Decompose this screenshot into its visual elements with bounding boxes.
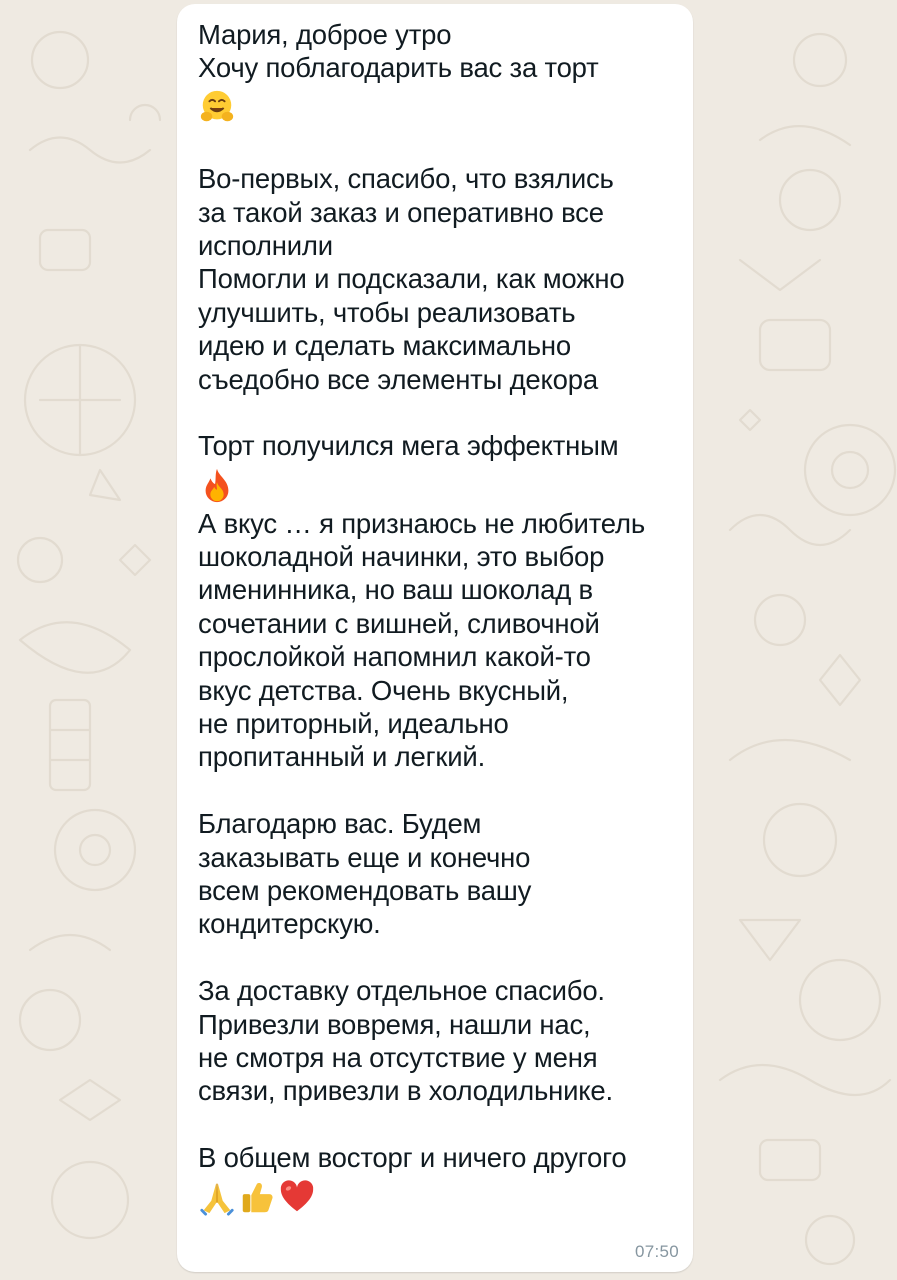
message-line: не приторный, идеально [198, 708, 509, 740]
message-line: Благодарю вас. Будем [198, 808, 482, 840]
message-line: Торт получился мега эффектным [198, 430, 619, 462]
folded-hands-icon [198, 1178, 236, 1216]
message-line: Привезли вовремя, нашли нас, [198, 1008, 591, 1040]
message-line: именинника, но ваш шоколад в [198, 574, 593, 606]
fire-icon [198, 466, 236, 504]
message-line: шоколадной начинки, это выбор [198, 541, 605, 573]
blank-line [198, 396, 673, 429]
emoji-row-hug [198, 87, 673, 127]
message-line: сочетании с вишней, сливочной [198, 607, 600, 639]
hugging-face-icon [198, 88, 236, 126]
message-line: А вкус … я признаюсь не любитель [198, 507, 645, 539]
message-line: прослойкой напомнил какой-то [198, 641, 591, 673]
message-line: Во-первых, спасибо, что взялись [198, 163, 614, 195]
message-line: Помогли и подсказали, как можно [198, 263, 625, 295]
message-line: не смотря на отсутствие у меня [198, 1041, 598, 1073]
blank-line [198, 941, 673, 974]
blank-line [198, 129, 673, 162]
message-line: За доставку отдельное спасибо. [198, 975, 605, 1007]
message-line: заказывать еще и конечно [198, 841, 531, 873]
message-line: съедобно все элементы декора [198, 363, 598, 395]
message-line: связи, привезли в холодильнике. [198, 1075, 613, 1107]
message-line: всем рекомендовать вашу [198, 874, 532, 906]
message-line: Хочу поблагодарить вас за торт [198, 52, 599, 84]
emoji-row-final [198, 1177, 673, 1217]
thumbs-up-icon [238, 1178, 276, 1216]
message-bubble[interactable] [177, 4, 693, 1272]
emoji-row-fire [198, 465, 673, 505]
message-line: за такой заказ и оперативно все [198, 196, 604, 228]
message-timestamp: 07:50 [634, 1242, 679, 1261]
message-line: Мария, доброе утро [198, 19, 452, 50]
message-line: кондитерскую. [198, 908, 381, 940]
message-line: улучшить, чтобы реализовать [198, 296, 576, 328]
message-line: пропитанный и легкий. [198, 741, 486, 773]
message-line: вкус детства. Очень вкусный, [198, 674, 569, 706]
message-line: исполнили [198, 229, 333, 261]
blank-line [198, 1108, 673, 1141]
message-line: В общем восторг и ничего другого [198, 1142, 627, 1174]
red-heart-icon [278, 1178, 316, 1216]
blank-line [198, 774, 673, 807]
message-line: идею и сделать максимально [198, 330, 571, 362]
